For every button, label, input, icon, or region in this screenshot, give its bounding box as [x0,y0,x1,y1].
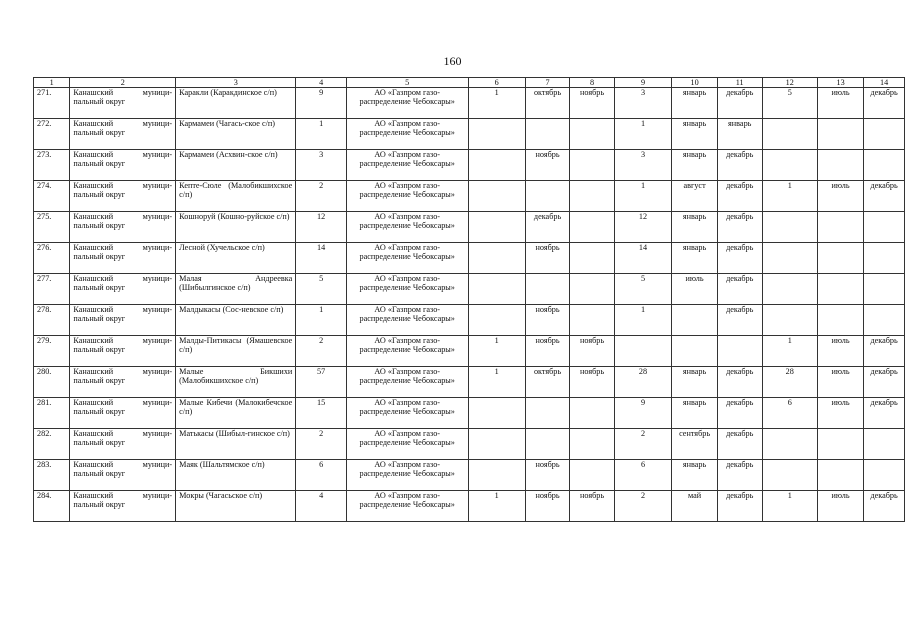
column-header: 5 [346,78,468,88]
table-row [34,119,905,150]
district-cell: Канашский муници-пальный округ [70,398,176,429]
col10-month-cell [672,336,718,367]
col13-month-cell: июль [817,88,863,119]
row-number-cell: 275. [34,212,70,243]
col8-month-cell [570,305,614,336]
col8-month-cell: ноябрь [570,367,614,398]
row-number-cell: 277. [34,274,70,305]
col12-cell [762,150,817,181]
column-header: 8 [570,78,614,88]
col11-month-cell: декабрь [717,398,762,429]
col9-cell: 1 [614,305,671,336]
district-cell: Канашский муници-пальный округ [70,150,176,181]
col8-month-cell: ноябрь [570,491,614,522]
col7-month-cell: ноябрь [525,460,570,491]
col9-cell: 2 [614,429,671,460]
row-number-cell: 278. [34,305,70,336]
col11-month-cell [717,336,762,367]
col13-month-cell [817,460,863,491]
col8-month-cell [570,429,614,460]
col14-month-cell [864,150,905,181]
column-header: 14 [864,78,905,88]
district-cell: Канашский муници-пальный округ [70,336,176,367]
col7-month-cell [525,274,570,305]
col9-cell: 1 [614,119,671,150]
col13-month-cell: июль [817,398,863,429]
col12-cell [762,119,817,150]
col6-cell: 1 [468,88,525,119]
col6-cell [468,398,525,429]
col6-cell [468,119,525,150]
col14-month-cell [864,460,905,491]
col10-month-cell: сентябрь [672,429,718,460]
col6-cell: 1 [468,491,525,522]
col9-cell: 14 [614,243,671,274]
settlement-cell: Мокры (Чагасьское с/п) [176,491,296,522]
col10-month-cell: июль [672,274,718,305]
count-cell: 2 [296,336,347,367]
row-number-cell: 280. [34,367,70,398]
col9-cell: 2 [614,491,671,522]
organization-cell: АО «Газпром газо-распределение Чебоксары» [346,460,468,491]
col6-cell [468,212,525,243]
col10-month-cell: январь [672,460,718,491]
col8-month-cell [570,212,614,243]
col14-month-cell: декабрь [864,491,905,522]
col8-month-cell: ноябрь [570,88,614,119]
district-cell: Канашский муници-пальный округ [70,212,176,243]
count-cell: 12 [296,212,347,243]
organization-cell: АО «Газпром газо-распределение Чебоксары» [346,150,468,181]
col13-month-cell [817,119,863,150]
column-header: 13 [817,78,863,88]
col14-month-cell: декабрь [864,181,905,212]
col11-month-cell: декабрь [717,367,762,398]
col13-month-cell [817,243,863,274]
col14-month-cell [864,212,905,243]
col14-month-cell: декабрь [864,367,905,398]
district-cell: Канашский муници-пальный округ [70,119,176,150]
col12-cell [762,305,817,336]
row-number-cell: 276. [34,243,70,274]
col7-month-cell [525,429,570,460]
col10-month-cell: август [672,181,718,212]
col11-month-cell: декабрь [717,150,762,181]
col11-month-cell: январь [717,119,762,150]
col6-cell [468,429,525,460]
col11-month-cell: декабрь [717,305,762,336]
col13-month-cell: июль [817,336,863,367]
col13-month-cell [817,274,863,305]
row-number-cell: 284. [34,491,70,522]
col12-cell: 1 [762,181,817,212]
settlement-cell: Кармамеи (Чагась-ское с/п) [176,119,296,150]
col6-cell [468,460,525,491]
table-row [34,367,905,398]
organization-cell: АО «Газпром газо-распределение Чебоксары» [346,243,468,274]
col10-month-cell [672,305,718,336]
settlement-cell: Маяк (Шальтямское с/п) [176,460,296,491]
col9-cell: 12 [614,212,671,243]
settlement-cell: Кармамеи (Асхвин-ское с/п) [176,150,296,181]
table-row [34,181,905,212]
col9-cell: 3 [614,88,671,119]
page-number: 160 [443,54,462,68]
table-row [34,491,905,522]
col7-month-cell: ноябрь [525,150,570,181]
organization-cell: АО «Газпром газо-распределение Чебоксары» [346,398,468,429]
col13-month-cell [817,429,863,460]
col12-cell: 28 [762,367,817,398]
row-number-cell: 282. [34,429,70,460]
row-number-cell: 283. [34,460,70,491]
col8-month-cell [570,398,614,429]
col10-month-cell: май [672,491,718,522]
column-header: 4 [296,78,347,88]
col9-cell: 6 [614,460,671,491]
organization-cell: АО «Газпром газо-распределение Чебоксары» [346,274,468,305]
col6-cell [468,181,525,212]
count-cell: 14 [296,243,347,274]
col7-month-cell: ноябрь [525,243,570,274]
col12-cell: 6 [762,398,817,429]
col13-month-cell: июль [817,181,863,212]
col11-month-cell: декабрь [717,429,762,460]
col8-month-cell [570,243,614,274]
col7-month-cell [525,119,570,150]
district-cell: Канашский муници-пальный округ [70,243,176,274]
count-cell: 6 [296,460,347,491]
column-number-row [34,78,905,88]
col12-cell: 1 [762,491,817,522]
col13-month-cell: июль [817,367,863,398]
col14-month-cell [864,243,905,274]
col12-cell [762,243,817,274]
settlement-cell: Малды-Питикасы (Ямашевское с/п) [176,336,296,367]
count-cell: 1 [296,305,347,336]
table-row [34,336,905,367]
col14-month-cell [864,274,905,305]
col11-month-cell: декабрь [717,460,762,491]
col11-month-cell: декабрь [717,88,762,119]
col12-cell [762,212,817,243]
row-number-cell: 281. [34,398,70,429]
col9-cell [614,336,671,367]
col7-month-cell: декабрь [525,212,570,243]
col11-month-cell: декабрь [717,243,762,274]
col7-month-cell: ноябрь [525,491,570,522]
col12-cell: 1 [762,336,817,367]
col9-cell: 3 [614,150,671,181]
organization-cell: АО «Газпром газо-распределение Чебоксары» [346,429,468,460]
organization-cell: АО «Газпром газо-распределение Чебоксары» [346,212,468,243]
settlement-cell: Кошноруй (Кошно-руйское с/п) [176,212,296,243]
col10-month-cell: январь [672,243,718,274]
col13-month-cell [817,150,863,181]
col11-month-cell: декабрь [717,181,762,212]
col10-month-cell: январь [672,212,718,243]
settlement-cell: Малдыкасы (Сос-невское с/п) [176,305,296,336]
district-cell: Канашский муници-пальный округ [70,274,176,305]
organization-cell: АО «Газпром газо-распределение Чебоксары» [346,181,468,212]
district-cell: Канашский муници-пальный округ [70,429,176,460]
col9-cell: 9 [614,398,671,429]
col10-month-cell: январь [672,150,718,181]
col10-month-cell: январь [672,398,718,429]
count-cell: 5 [296,274,347,305]
col14-month-cell [864,119,905,150]
col7-month-cell: октябрь [525,88,570,119]
col6-cell [468,150,525,181]
district-cell: Канашский муници-пальный округ [70,88,176,119]
organization-cell: АО «Газпром газо-распределение Чебоксары» [346,367,468,398]
column-header: 10 [672,78,718,88]
col8-month-cell [570,460,614,491]
col8-month-cell [570,119,614,150]
col7-month-cell [525,181,570,212]
settlement-cell: Лесной (Хучельское с/п) [176,243,296,274]
col11-month-cell: декабрь [717,274,762,305]
count-cell: 2 [296,429,347,460]
col13-month-cell: июль [817,491,863,522]
col6-cell: 1 [468,336,525,367]
column-header: 11 [717,78,762,88]
table-row [34,88,905,119]
row-number-cell: 272. [34,119,70,150]
col14-month-cell [864,305,905,336]
col12-cell [762,274,817,305]
settlement-cell: Малая Андреевка (Шибылгинское с/п) [176,274,296,305]
table-row [34,398,905,429]
organization-cell: АО «Газпром газо-распределение Чебоксары» [346,305,468,336]
count-cell: 4 [296,491,347,522]
settlement-cell: Малые Бикшихи (Малобикшихское с/п) [176,367,296,398]
column-header: 6 [468,78,525,88]
column-header: 1 [34,78,70,88]
col14-month-cell: декабрь [864,336,905,367]
col13-month-cell [817,305,863,336]
column-header: 3 [176,78,296,88]
settlement-cell: Матькасы (Шибыл-гинское с/п) [176,429,296,460]
col11-month-cell: декабрь [717,491,762,522]
col10-month-cell: январь [672,119,718,150]
count-cell: 3 [296,150,347,181]
table-row [34,274,905,305]
col9-cell: 28 [614,367,671,398]
organization-cell: АО «Газпром газо-распределение Чебоксары» [346,119,468,150]
organization-cell: АО «Газпром газо-распределение Чебоксары» [346,491,468,522]
col8-month-cell [570,150,614,181]
col8-month-cell: ноябрь [570,336,614,367]
col7-month-cell: октябрь [525,367,570,398]
count-cell: 1 [296,119,347,150]
col6-cell: 1 [468,367,525,398]
column-header: 12 [762,78,817,88]
count-cell: 15 [296,398,347,429]
row-number-cell: 274. [34,181,70,212]
col14-month-cell: декабрь [864,398,905,429]
district-cell: Канашский муници-пальный округ [70,460,176,491]
organization-cell: АО «Газпром газо-распределение Чебоксары» [346,336,468,367]
count-cell: 9 [296,88,347,119]
table-row [34,429,905,460]
column-header: 9 [614,78,671,88]
col8-month-cell [570,181,614,212]
col6-cell [468,305,525,336]
col6-cell [468,243,525,274]
col7-month-cell: ноябрь [525,336,570,367]
column-header: 7 [525,78,570,88]
schedule-table [33,77,905,522]
table-row [34,243,905,274]
district-cell: Канашский муници-пальный округ [70,491,176,522]
col9-cell: 5 [614,274,671,305]
col10-month-cell: январь [672,367,718,398]
table-row [34,212,905,243]
col12-cell [762,460,817,491]
column-header: 2 [70,78,176,88]
col12-cell: 5 [762,88,817,119]
settlement-cell: Малые Кибечи (Малокибечское с/п) [176,398,296,429]
col11-month-cell: декабрь [717,212,762,243]
col6-cell [468,274,525,305]
row-number-cell: 273. [34,150,70,181]
col12-cell [762,429,817,460]
table-row [34,305,905,336]
col14-month-cell: декабрь [864,88,905,119]
district-cell: Канашский муници-пальный округ [70,367,176,398]
district-cell: Канашский муници-пальный округ [70,181,176,212]
col7-month-cell [525,398,570,429]
col10-month-cell: январь [672,88,718,119]
col9-cell: 1 [614,181,671,212]
row-number-cell: 271. [34,88,70,119]
col7-month-cell: ноябрь [525,305,570,336]
count-cell: 57 [296,367,347,398]
district-cell: Канашский муници-пальный округ [70,305,176,336]
col13-month-cell [817,212,863,243]
count-cell: 2 [296,181,347,212]
settlement-cell: Каракли (Каракдинское с/п) [176,88,296,119]
table-row [34,150,905,181]
table-row [34,460,905,491]
settlement-cell: Кепте-Сюле (Малобикшихское с/п) [176,181,296,212]
col14-month-cell [864,429,905,460]
col8-month-cell [570,274,614,305]
row-number-cell: 279. [34,336,70,367]
organization-cell: АО «Газпром газо-распределение Чебоксары» [346,88,468,119]
